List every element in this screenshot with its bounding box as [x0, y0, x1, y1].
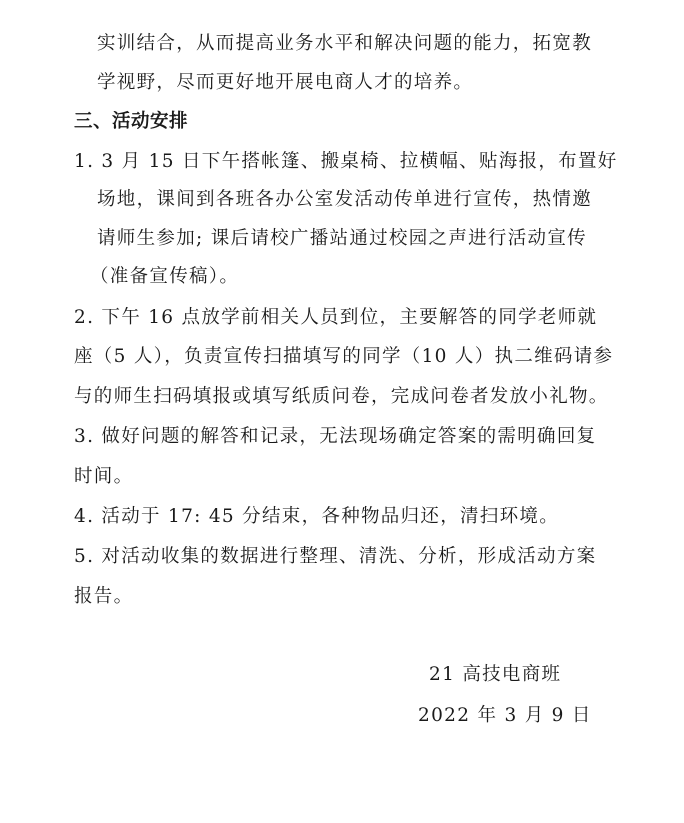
item-2-line-3: 与的师生扫码填报或填写纸质问卷，完成问卷者发放小礼物。 [74, 386, 609, 407]
item-5-line-2: 报告。 [74, 586, 134, 607]
intro-line-2: 学视野，尽而更好地开展电商人才的培养。 [97, 72, 474, 93]
item-1-line-3: 请师生参加; 课后请校广播站通过校园之声进行活动宣传 [97, 228, 587, 249]
item-3-line-1: 3. 做好问题的解答和记录，无法现场确定答案的需明确回复 [74, 426, 597, 447]
item-4-line-1: 4. 活动于 17: 45 分结束，各种物品归还，清扫环境。 [74, 506, 559, 527]
item-3-line-2: 时间。 [74, 466, 134, 487]
section-heading: 三、活动安排 [74, 111, 189, 132]
signature-org: 21 高技电商班 [429, 664, 562, 685]
signature-date: 2022 年 3 月 9 日 [418, 705, 592, 726]
item-1-line-1: 1. 3 月 15 日下午搭帐篷、搬桌椅、拉横幅、贴海报，布置好 [74, 151, 618, 172]
item-2-line-1: 2. 下午 16 点放学前相关人员到位，主要解答的同学老师就 [74, 307, 598, 328]
item-5-line-1: 5. 对活动收集的数据进行整理、清洗、分析，形成活动方案 [74, 546, 597, 567]
item-2-line-2: 座（5 人），负责宣传扫描填写的同学（10 人）执二维码请参 [74, 346, 614, 367]
item-1-line-2: 场地，课间到各班各办公室发活动传单进行宣传，热情邀 [97, 189, 593, 210]
item-1-line-4: （准备宣传稿）。 [90, 266, 240, 287]
intro-line-1: 实训结合，从而提高业务水平和解决问题的能力，拓宽教 [97, 33, 593, 54]
